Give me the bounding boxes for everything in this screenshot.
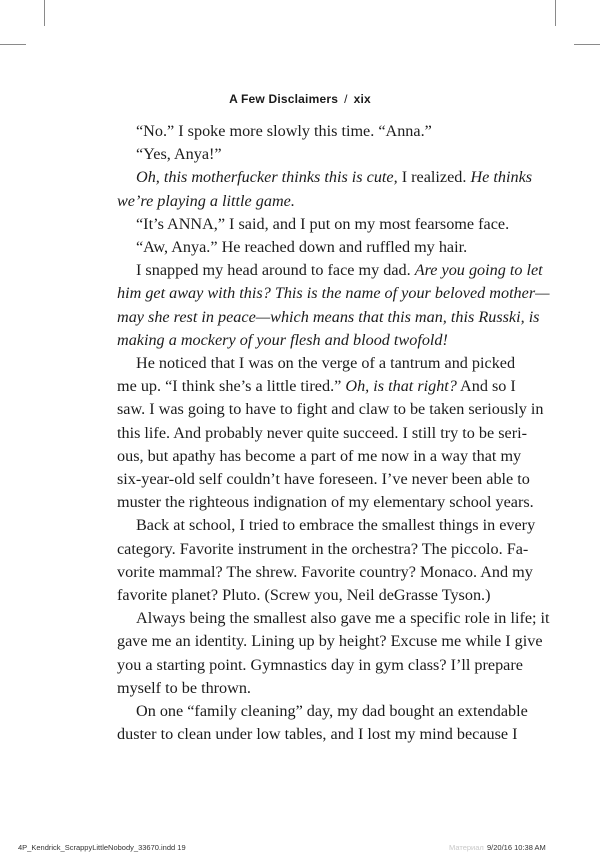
italic-text: He thinks [470,168,533,187]
crop-mark-top-right-h [574,44,600,45]
text-line [117,213,510,236]
text-segment: muster the righteous indignation of my elementary school years. [117,493,534,512]
crop-mark-top-right-v [555,0,556,26]
text-line [117,654,523,677]
text-line [117,375,516,398]
text-segment: I realized. [397,168,471,187]
text-line [117,422,527,445]
text-line [117,514,536,537]
italic-text: making a mockery of your flesh and blood twofold! [117,330,448,349]
text-line [117,306,540,329]
text-line [117,282,550,305]
text-line [117,352,516,375]
text-segment: “Aw, Anya.” He reached down and ruffled my hair. [136,238,468,257]
text-segment: favorite planet? Pluto. (Screw you, Neil deGrasse Tyson.) [117,586,491,605]
text-line [117,166,533,189]
crop-mark-top-left-v [44,0,45,26]
text-segment: gave me an identity. Lining up by height? Excuse me while I give [117,632,543,651]
text-segment: myself to be thrown. [117,678,251,697]
italic-text: Oh, is that right? [345,377,457,396]
text-line [117,538,529,561]
text-line [117,143,487,166]
text-line [117,561,533,584]
text-line [117,445,522,468]
text-segment: “No.” I spoke more slowly this time. “Anna.” [136,122,432,140]
footer-watermark: Материал [449,843,484,852]
running-head-separator: / [344,92,348,106]
running-head-title: A Few Disclaimers [229,92,339,106]
footer-date-time: 9/20/16 10:38 AM [487,843,546,852]
text-line [117,259,543,282]
text-segment: “Yes, Anya!” [136,145,222,164]
text-segment: category. Favorite instrument in the orchestra? The piccolo. Fa- [117,539,529,558]
crop-mark-top-left-h [0,44,26,45]
text-segment: saw. I was going to have to fight and claw to be taken seriously in [117,400,544,419]
italic-text: Are you going to let [414,261,543,280]
text-line [117,630,543,653]
text-segment: And so I [456,377,516,396]
text-line [117,723,518,746]
running-head [0,92,600,106]
text-segment: you a starting point. Gymnastics day in gym class? I’ll prepare [117,655,523,674]
text-segment: “It’s ANNA,” I said, and I put on my most fearsome face. [136,214,510,233]
italic-text: him get away with this? This is the name of your beloved mother— [117,284,550,303]
text-line [117,236,487,259]
text-segment: On one “family cleaning” day, my dad bought an extendable [136,702,528,721]
text-segment: I snapped my head around to face my dad. [136,261,415,280]
text-line [117,120,487,143]
italic-text: may she rest in peace—which means that this man, this Russki, is [117,307,540,326]
body-text [117,120,550,746]
text-segment: He noticed that I was on the verge of a tantrum and picked [136,354,516,373]
text-segment: duster to clean under low tables, and I lost my mind because I [117,725,518,744]
text-line [117,677,487,700]
italic-text: we’re playing a little game. [117,191,295,210]
text-line [117,190,487,213]
text-segment: Back at school, I tried to embrace the smallest things in every [136,516,536,535]
footer-file-info: 4P_Kendrick_ScrappyLittleNobody_33670.indd 19 [18,843,186,852]
text-segment: this life. And probably never quite succeed. I still try to be seri- [117,423,527,442]
page-number: xix [353,92,371,106]
text-line [117,607,550,630]
text-segment: Always being the smallest also gave me a specific role in life; it [136,609,550,628]
italic-text: Oh, this motherfucker thinks this is cute, [136,168,398,187]
text-line [117,584,491,607]
text-segment: me up. “I think she’s a little tired.” [117,377,346,396]
text-line [117,398,544,421]
text-line [117,700,528,723]
text-line [117,491,534,514]
text-segment: ous, but apathy has become a part of me now in a way that my [117,446,522,465]
text-segment: vorite mammal? The shrew. Favorite country? Monaco. And my [117,562,533,581]
text-line [117,468,530,491]
text-segment: six-year-old self couldn’t have foreseen. I’ve never been able to [117,470,530,489]
text-line [117,329,487,352]
